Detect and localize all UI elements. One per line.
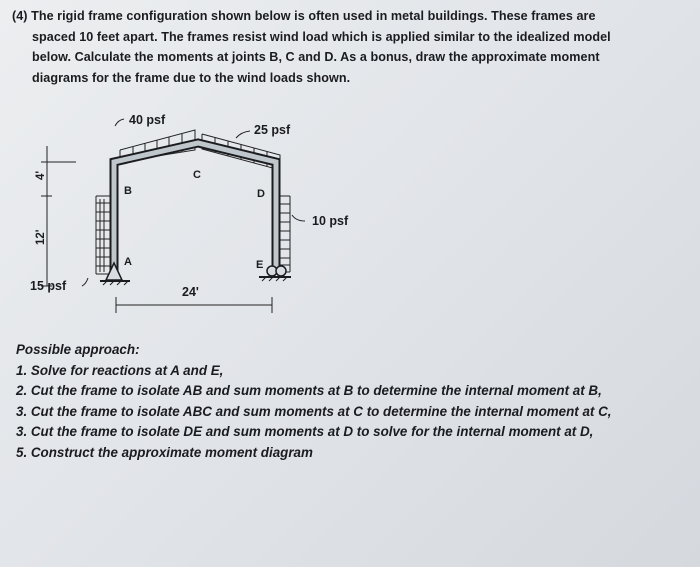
frame-diagram: [0, 100, 460, 330]
roller-support-e: [259, 266, 291, 281]
leader-25psf: [236, 131, 250, 138]
label-15psf: 15 psf: [30, 279, 67, 293]
leader-15psf: [82, 278, 88, 286]
joint-label-b: B: [124, 185, 132, 197]
label-rise-4ft: 4': [35, 170, 47, 180]
problem-statement: [12, 6, 692, 88]
label-10psf: 10 psf: [312, 214, 349, 228]
joint-label-a: A: [124, 256, 132, 268]
joint-label-e: E: [256, 259, 264, 271]
approach-section: [16, 340, 696, 463]
problem-line-4: diagrams for the frame due to the wind loads shown.: [32, 70, 351, 85]
leader-40psf: [115, 119, 124, 126]
problem-line-3: below. Calculate the moments at joints B, C and D. As a bonus, draw the approximate moment: [32, 50, 600, 64]
label-25psf: 25 psf: [254, 123, 291, 137]
label-height-12ft: 12': [35, 229, 47, 245]
leader-10psf: [292, 215, 305, 221]
problem-line-1: (4) The rigid frame configuration shown below is often used in metal buildings. These frames are: [12, 9, 596, 23]
label-span-24ft: 24': [182, 285, 199, 299]
approach-step-4: 3. Cut the frame to isolate DE and sum moments at D to solve for the internal moment at D,: [16, 424, 594, 439]
approach-step-1: 1. Solve for reactions at A and E,: [16, 362, 224, 378]
label-40psf: 40 psf: [129, 113, 166, 127]
problem-line-2: spaced 10 feet apart. The frames resist wind load which is applied similar to the idealized model: [32, 29, 611, 44]
joint-label-d: D: [257, 188, 265, 200]
approach-step-3: 3. Cut the frame to isolate ABC and sum moments at C to determine the internal moment at C,: [16, 403, 612, 419]
approach-step-2: 2. Cut the frame to isolate AB and sum moments at B to determine the internal moment at B,: [16, 383, 602, 398]
joint-label-c: C: [193, 169, 201, 181]
approach-step-5: 5. Construct the approximate moment diagram: [16, 444, 313, 460]
approach-heading: Possible approach:: [16, 342, 140, 357]
